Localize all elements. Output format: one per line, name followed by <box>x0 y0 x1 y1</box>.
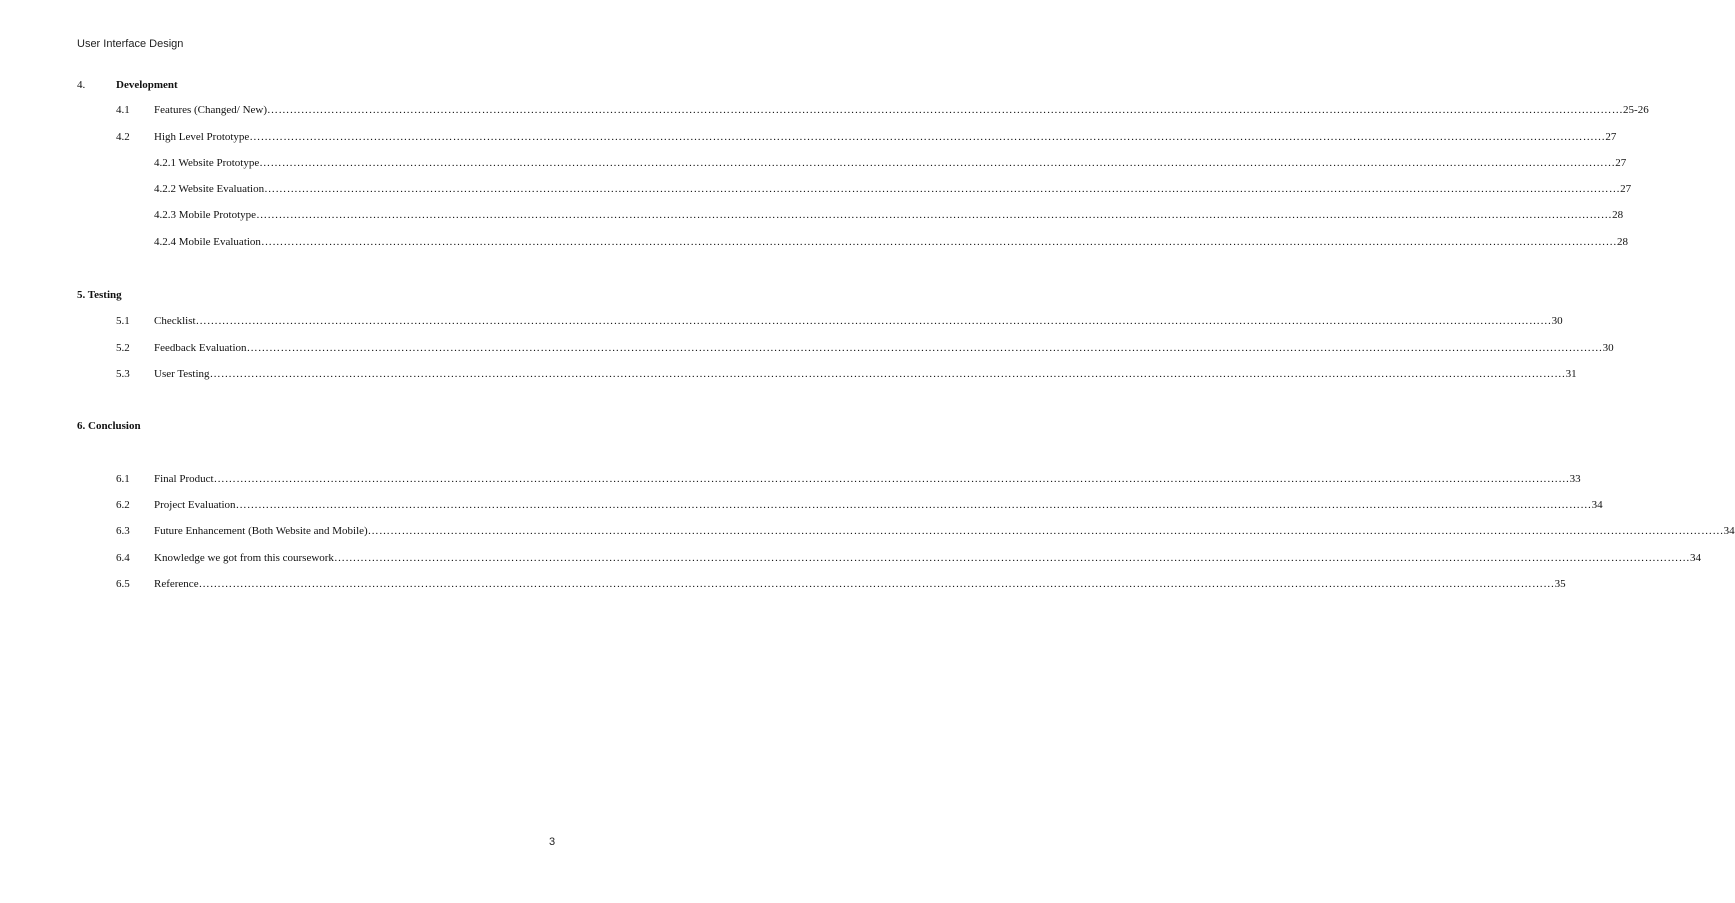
toc-subentry[interactable] <box>154 157 1627 170</box>
dot-leader: ……………………………………………………………………………………………………………………………………………………………………………………………………………………………………………………………………………………………………………………………… <box>264 183 1621 195</box>
dot-leader: ……………………………………………………………………………………………………………………………………………………………………………………………………………………………………………………………………………………………………………………………… <box>249 131 1606 143</box>
toc-entry-number: 5.2 <box>116 342 130 354</box>
toc-entry-text: Features (Changed/ New) <box>154 104 268 116</box>
toc-entry-number: 6.5 <box>116 578 130 590</box>
toc-entry[interactable] <box>116 473 1581 486</box>
toc-entry[interactable] <box>116 131 1617 144</box>
toc-subentry-text: 4.2.3 Mobile Prototype <box>154 209 257 221</box>
toc-subentry-text: 4.2.1 Website Prototype <box>154 157 260 169</box>
toc-entry-page: 27 <box>1605 131 1617 143</box>
running-header: User Interface Design <box>77 38 184 50</box>
toc-subentry[interactable] <box>154 183 1632 196</box>
toc-entry-page: 34 <box>1723 525 1735 537</box>
toc-entry-number: 6.3 <box>116 525 130 537</box>
toc-entry[interactable] <box>116 368 1577 381</box>
dot-leader: ……………………………………………………………………………………………………………………………………………………………………………………………………………………………………………………………………………………………………………………………… <box>235 499 1592 511</box>
toc-entry-page: 35 <box>1554 578 1566 590</box>
toc-entry-page: 30 <box>1551 315 1563 327</box>
section-6-title: 6. Conclusion <box>77 420 141 432</box>
dot-leader: ……………………………………………………………………………………………………………………………………………………………………………………………………………………………………………………………………………………………………………………………… <box>367 525 1724 537</box>
toc-subentry-page: 27 <box>1620 183 1632 195</box>
toc-subentry-text: 4.2.4 Mobile Evaluation <box>154 236 261 248</box>
toc-entry-text: Checklist <box>154 315 196 327</box>
toc-entry-number: 5.3 <box>116 368 130 380</box>
toc-entry-page: 34 <box>1689 552 1701 564</box>
toc-entry-number: 6.2 <box>116 499 130 511</box>
toc-subentry-page: 28 <box>1612 209 1624 221</box>
toc-entry[interactable] <box>116 499 1603 512</box>
toc-entry-number: 6.4 <box>116 552 130 564</box>
toc-entry[interactable] <box>116 342 1614 355</box>
toc-entry-text: Feedback Evaluation <box>154 342 247 354</box>
toc-entry[interactable] <box>116 315 1563 328</box>
toc-subentry[interactable] <box>154 209 1624 222</box>
dot-leader: ……………………………………………………………………………………………………………………………………………………………………………………………………………………………………………………………………………………………………………………………… <box>256 209 1613 221</box>
toc-entry[interactable] <box>116 578 1566 591</box>
page-number: 3 <box>549 836 556 848</box>
toc-entry-text: Reference <box>154 578 199 590</box>
section-4-number: 4. <box>77 79 86 91</box>
toc-entry-text: Final Product <box>154 473 214 485</box>
toc-entry-text: Knowledge we got from this coursework <box>154 552 334 564</box>
toc-entry-page: 33 <box>1569 473 1581 485</box>
dot-leader: ……………………………………………………………………………………………………………………………………………………………………………………………………………………………………………………………………………………………………………………………… <box>213 473 1570 485</box>
toc-subentry[interactable] <box>154 236 1628 249</box>
toc-entry-number: 5.1 <box>116 315 130 327</box>
toc-entry[interactable] <box>116 552 1701 565</box>
toc-entry-text: Future Enhancement (Both Website and Mobile) <box>154 525 368 537</box>
toc-subentry-page: 27 <box>1615 157 1627 169</box>
dot-leader: ……………………………………………………………………………………………………………………………………………………………………………………………………………………………………………………………………………………………………………………………… <box>195 315 1552 327</box>
toc-entry-text: High Level Prototype <box>154 131 250 143</box>
toc-entry-page: 25-26 <box>1623 104 1649 116</box>
toc-entry-page: 30 <box>1602 342 1614 354</box>
section-4-title: Development <box>116 79 178 91</box>
dot-leader: ……………………………………………………………………………………………………………………………………………………………………………………………………………………………………………………………………………………………………………………………… <box>246 342 1603 354</box>
dot-leader: ……………………………………………………………………………………………………………………………………………………………………………………………………………………………………………………………………………………………………………………………… <box>259 157 1616 169</box>
section-5-title: 5. Testing <box>77 289 122 301</box>
toc-entry-number: 4.2 <box>116 131 130 143</box>
toc-entry-text: Project Evaluation <box>154 499 236 511</box>
toc-entry-number: 6.1 <box>116 473 130 485</box>
toc-entry-page: 31 <box>1565 368 1577 380</box>
dot-leader: ……………………………………………………………………………………………………………………………………………………………………………………………………………………………………………………………………………………………………………………………… <box>267 104 1624 116</box>
toc-subentry-text: 4.2.2 Website Evaluation <box>154 183 265 195</box>
dot-leader: ……………………………………………………………………………………………………………………………………………………………………………………………………………………………………………………………………………………………………………………………… <box>260 236 1617 248</box>
toc-entry[interactable] <box>116 104 1649 117</box>
dot-leader: ……………………………………………………………………………………………………………………………………………………………………………………………………………………………………………………………………………………………………………………………… <box>333 552 1690 564</box>
toc-subentry-page: 28 <box>1616 236 1628 248</box>
dot-leader: ……………………………………………………………………………………………………………………………………………………………………………………………………………………………………………………………………………………………………………………………… <box>209 368 1566 380</box>
toc-entry[interactable] <box>116 525 1735 538</box>
toc-entry-text: User Testing <box>154 368 210 380</box>
toc-entry-number: 4.1 <box>116 104 130 116</box>
dot-leader: ……………………………………………………………………………………………………………………………………………………………………………………………………………………………………………………………………………………………………………………………… <box>198 578 1555 590</box>
toc-entry-page: 34 <box>1591 499 1603 511</box>
